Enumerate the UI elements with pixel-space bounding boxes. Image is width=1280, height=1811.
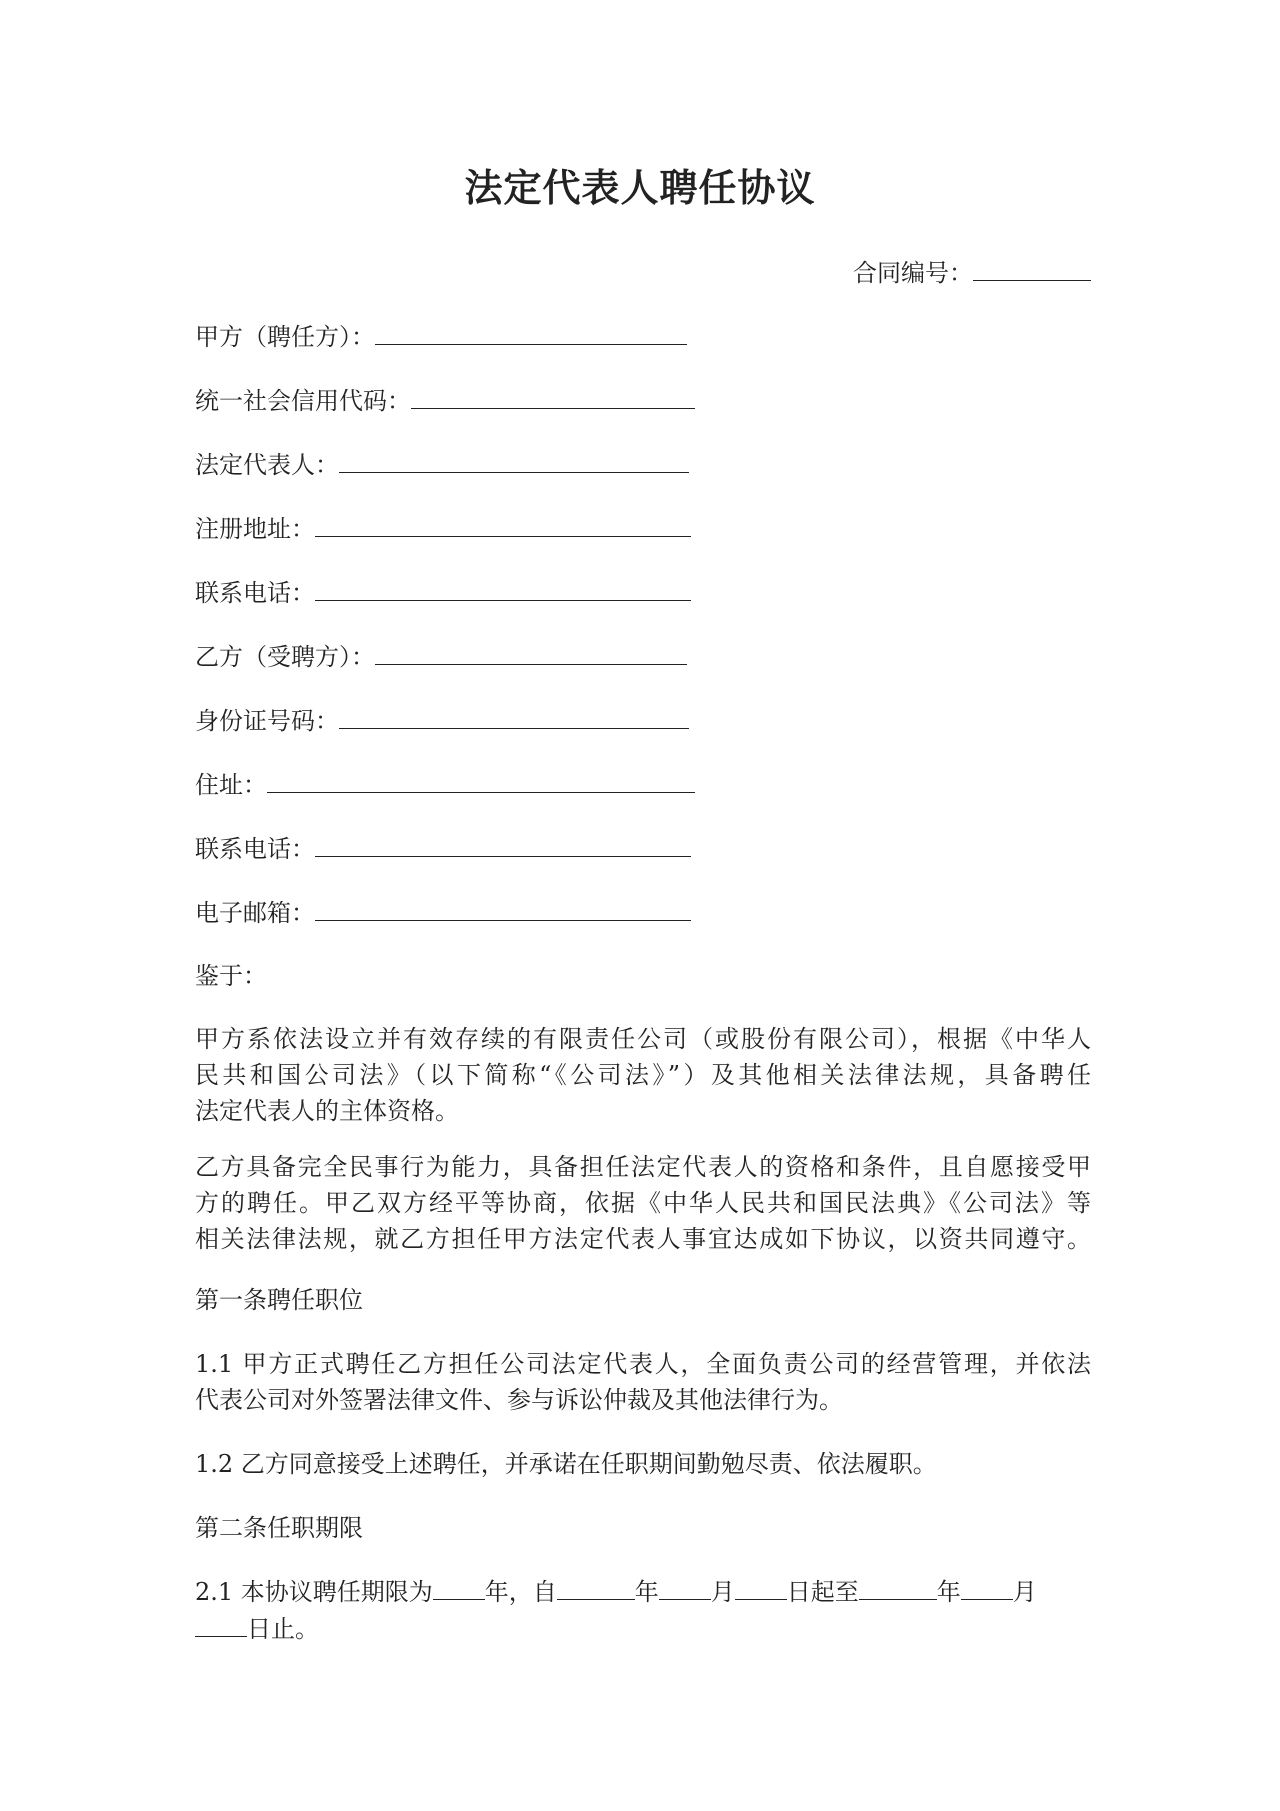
party-a-phone-blank[interactable] <box>315 574 691 601</box>
party-a-field <box>195 318 687 355</box>
party-b-phone-label: 联系电话： <box>195 835 315 863</box>
party-a-phone-label: 联系电话： <box>195 579 315 607</box>
text-fragment: 年 <box>634 1578 659 1606</box>
id-number-blank[interactable] <box>339 702 689 729</box>
party-b-label: 乙方（受聘方）： <box>195 643 375 671</box>
text-fragment: 年，自 <box>484 1578 557 1606</box>
party-a-blank[interactable] <box>375 318 687 345</box>
text-line: 相关法律法规，就乙方担任甲方法定代表人事宜达成如下协议，以资共同遵守。 <box>195 1225 1091 1253</box>
party-a-phone-field <box>195 574 691 611</box>
text-line: 法定代表人的主体资格。 <box>195 1097 459 1125</box>
clause-2-1 <box>195 1573 1091 1647</box>
recital-paragraph-1 <box>195 1021 1091 1129</box>
party-b-blank[interactable] <box>375 638 687 665</box>
text-line <box>195 1573 1091 1610</box>
email-blank[interactable] <box>315 894 691 921</box>
email-field <box>195 894 691 931</box>
text-line <box>195 1610 1091 1647</box>
page-title: 法定代表人聘任协议 <box>464 165 816 210</box>
end-year-blank[interactable] <box>859 1573 937 1600</box>
credit-code-label: 统一社会信用代码： <box>195 387 411 415</box>
text-line: 1.1 甲方正式聘任乙方担任公司法定代表人，全面负责公司的经营管理，并依法 <box>195 1350 1091 1378</box>
end-day-blank[interactable] <box>195 1610 247 1637</box>
residence-blank[interactable] <box>267 766 695 793</box>
residence-label: 住址： <box>195 771 267 799</box>
credit-code-blank[interactable] <box>411 382 695 409</box>
article-1-heading: 第一条聘任职位 <box>195 1286 363 1314</box>
registered-address-field <box>195 510 691 547</box>
clause-1-2: 1.2 乙方同意接受上述聘任，并承诺在任职期间勤勉尽责、依法履职。 <box>195 1450 937 1478</box>
legal-rep-label: 法定代表人： <box>195 451 339 479</box>
text-fragment: 月 <box>1012 1578 1037 1606</box>
whereas-label: 鉴于： <box>195 962 267 990</box>
clause-1-1 <box>195 1346 1091 1418</box>
term-years-blank[interactable] <box>433 1573 485 1600</box>
legal-rep-blank[interactable] <box>339 446 689 473</box>
text-line: 甲方系依法设立并有效存续的有限责任公司（或股份有限公司），根据《中华人 <box>195 1025 1091 1053</box>
start-year-blank[interactable] <box>557 1573 635 1600</box>
text-fragment: 日止。 <box>247 1615 319 1643</box>
party-a-label: 甲方（聘任方）： <box>195 323 375 351</box>
text-fragment: 年 <box>936 1578 961 1606</box>
contract-number-blank[interactable] <box>973 254 1091 281</box>
id-number-label: 身份证号码： <box>195 707 339 735</box>
text-fragment: 月 <box>710 1578 735 1606</box>
article-2-heading: 第二条任职期限 <box>195 1514 363 1542</box>
credit-code-field <box>195 382 695 419</box>
text-fragment: 日起至 <box>786 1578 859 1606</box>
contract-number-label: 合同编号： <box>853 259 973 287</box>
registered-address-blank[interactable] <box>315 510 691 537</box>
text-line: 方的聘任。甲乙双方经平等协商，依据《中华人民共和国民法典》《公司法》等 <box>195 1189 1091 1217</box>
start-day-blank[interactable] <box>735 1573 787 1600</box>
clause-2-1-prefix: 2.1 本协议聘任期限为 <box>195 1578 433 1606</box>
text-line: 代表公司对外签署法律文件、参与诉讼仲裁及其他法律行为。 <box>195 1386 843 1414</box>
legal-rep-field <box>195 446 689 483</box>
contract-number-field <box>853 254 1091 291</box>
id-number-field <box>195 702 689 739</box>
text-line: 乙方具备完全民事行为能力，具备担任法定代表人的资格和条件，且自愿接受甲 <box>195 1153 1091 1181</box>
recital-paragraph-2 <box>195 1149 1091 1257</box>
party-b-phone-blank[interactable] <box>315 830 691 857</box>
end-month-blank[interactable] <box>961 1573 1013 1600</box>
residence-field <box>195 766 695 803</box>
text-line: 民共和国公司法》（以下简称“《公司法》”）及其他相关法律法规，具备聘任 <box>195 1061 1091 1089</box>
email-label: 电子邮箱： <box>195 899 315 927</box>
start-month-blank[interactable] <box>659 1573 711 1600</box>
party-b-phone-field <box>195 830 691 867</box>
party-b-field <box>195 638 687 675</box>
registered-address-label: 注册地址： <box>195 515 315 543</box>
